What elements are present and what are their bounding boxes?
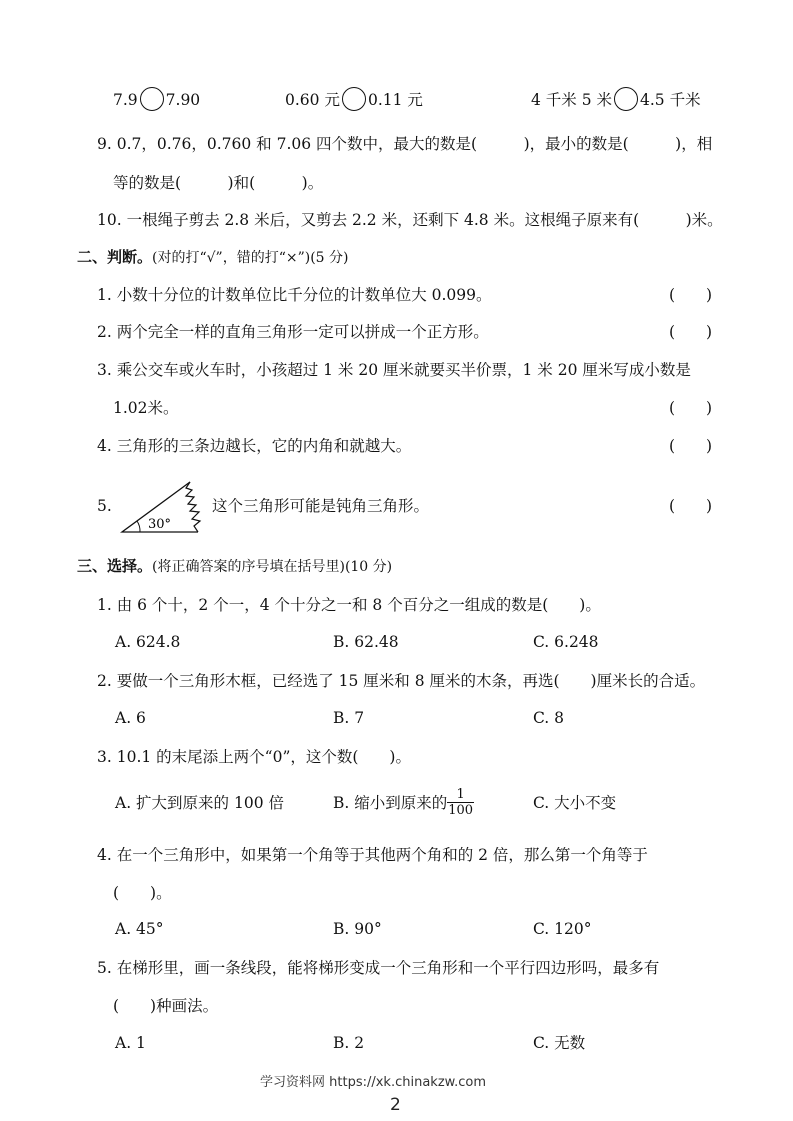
- choice-q5-option-a[interactable]: A. 1: [115, 1034, 146, 1052]
- choice-q1-option-a[interactable]: A. 624.8: [115, 633, 181, 651]
- choice-q4-line1: 4. 在一个三角形中，如果第一个角等于其他两个角和的 2 倍，那么第一个角等于: [97, 846, 648, 864]
- compare-c-left: 4 千米 5 米: [531, 91, 613, 109]
- compare-item-a: [113, 89, 200, 113]
- judge-q3-line1: 3. 乘公交车或火车时，小孩超过 1 米 20 厘米就要买半价票，1 米 20 厘米写成小数是: [97, 361, 691, 379]
- compare-item-b: [285, 89, 423, 113]
- judge-q3-line2: 1.02米。: [113, 399, 179, 417]
- judge-q1-answer[interactable]: ( ): [669, 286, 713, 304]
- choice-q1-option-c[interactable]: C. 6.248: [533, 633, 599, 651]
- compare-c-circle[interactable]: [614, 87, 638, 111]
- compare-a-circle[interactable]: [140, 87, 164, 111]
- choice-q4-line2: ( )。: [113, 884, 172, 902]
- compare-b-right: 0.11 元: [367, 91, 423, 109]
- compare-item-c: [531, 89, 701, 113]
- choice-q3-option-b-text: B. 缩小到原来的: [333, 794, 448, 812]
- compare-b-circle[interactable]: [342, 87, 366, 111]
- choice-q2-option-c[interactable]: C. 8: [533, 709, 565, 727]
- angle-arc: [137, 521, 140, 532]
- choice-q1-option-b[interactable]: B. 62.48: [333, 633, 399, 651]
- choice-q4-option-a[interactable]: A. 45°: [115, 920, 164, 938]
- choice-q2-option-a[interactable]: A. 6: [115, 709, 146, 727]
- fill-q9-line1: 9. 0.7，0.76，0.760 和 7.06 四个数中，最大的数是( )，最小的数是( )，相: [97, 135, 713, 153]
- choice-q1: 1. 由 6 个十，2 个一，4 个十分之一和 8 个百分之一组成的数是( )。: [97, 596, 601, 614]
- choice-q5-option-c[interactable]: C. 无数: [533, 1034, 586, 1052]
- judge-q2: 2. 两个完全一样的直角三角形一定可以拼成一个正方形。: [97, 323, 489, 341]
- judge-q3-answer[interactable]: ( ): [669, 399, 713, 417]
- choice-q4-option-c[interactable]: C. 120°: [533, 920, 592, 938]
- judge-q4-answer[interactable]: ( ): [669, 437, 713, 455]
- torn-edge: [186, 482, 200, 532]
- compare-a-left: 7.9: [113, 91, 138, 109]
- judge-q5-number: 5.: [97, 497, 112, 515]
- judge-heading-title: 二、判断。: [77, 248, 153, 266]
- torn-triangle-figure: [120, 474, 210, 536]
- compare-a-right: 7.90: [165, 91, 201, 109]
- fill-q9-line2: 等的数是( )和( )。: [113, 174, 324, 192]
- footer-watermark: 学习资料网 https://xk.chinakzw.com: [260, 1075, 486, 1090]
- choice-q3-option-b[interactable]: [333, 786, 474, 820]
- choice-q5-line1: 5. 在梯形里，画一条线段，能将梯形变成一个三角形和一个平行四边形吗，最多有: [97, 959, 660, 977]
- choice-q2-option-b[interactable]: B. 7: [333, 709, 365, 727]
- choice-q5-line2: ( )种画法。: [113, 997, 219, 1015]
- judge-q2-answer[interactable]: ( ): [669, 323, 713, 341]
- angle-label: 30°: [148, 517, 172, 532]
- fraction-denominator: 100: [448, 802, 474, 818]
- judge-heading-note: (对的打“√”，错的打“×”)(5 分): [152, 250, 349, 266]
- fill-q10: 10. 一根绳子剪去 2.8 米后，又剪去 2.2 米，还剩下 4.8 米。这根绳子原来有( )米。: [97, 211, 723, 229]
- choice-q3: 3. 10.1 的末尾添上两个“0”，这个数( )。: [97, 748, 411, 766]
- choice-q3-option-a[interactable]: A. 扩大到原来的 100 倍: [115, 794, 284, 812]
- page-number: 2: [390, 1095, 401, 1115]
- judge-heading: [77, 247, 349, 268]
- choice-q3-option-c[interactable]: C. 大小不变: [533, 794, 617, 812]
- judge-q5-answer[interactable]: ( ): [669, 497, 713, 515]
- choice-heading-note: (将正确答案的序号填在括号里)(10 分): [152, 559, 393, 575]
- judge-q4: 4. 三角形的三条边越长，它的内角和就越大。: [97, 437, 412, 455]
- judge-q1: 1. 小数十分位的计数单位比千分位的计数单位大 0.099。: [97, 286, 492, 304]
- choice-q4-option-b[interactable]: B. 90°: [333, 920, 382, 938]
- compare-c-right: 4.5 千米: [640, 91, 701, 109]
- choice-heading: [77, 556, 392, 577]
- choice-q5-option-b[interactable]: B. 2: [333, 1034, 365, 1052]
- judge-q5-text: 这个三角形可能是钝角三角形。: [212, 497, 430, 515]
- fraction-numerator: 1: [447, 787, 474, 803]
- choice-q2: 2. 要做一个三角形木框，已经选了 15 厘米和 8 厘米的木条，再选( )厘米长的合适。: [97, 672, 706, 690]
- choice-heading-title: 三、选择。: [77, 557, 153, 575]
- compare-b-left: 0.60 元: [285, 91, 340, 109]
- fraction-one-hundredth: [447, 787, 474, 818]
